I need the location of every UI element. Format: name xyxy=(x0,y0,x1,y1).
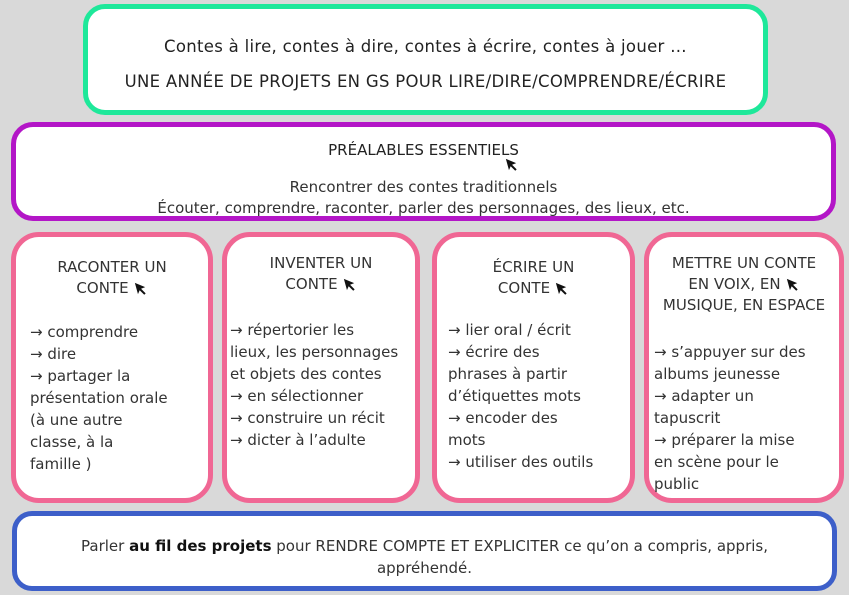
list-item: → utiliser des outils xyxy=(448,453,594,471)
footer-suffix: pour RENDRE COMPTE ET EXPLICITER ce qu’on a compris, appris, appréhendé. xyxy=(276,537,768,577)
column-title-line xyxy=(441,278,626,299)
column-title-text: EN VOIX, EN xyxy=(688,275,781,293)
list-item: d’étiquettes mots xyxy=(448,387,581,405)
prerequisites-line-1: Rencontrer des contes traditionnels xyxy=(289,178,558,196)
column-list xyxy=(654,341,833,495)
list-item: → s’appuyer sur des xyxy=(654,343,806,361)
column-title-line xyxy=(20,278,204,299)
list-item: et objets des contes xyxy=(230,365,382,383)
list-item: mots xyxy=(448,431,486,449)
column-inventer xyxy=(222,232,420,503)
column-ecrire xyxy=(432,232,635,503)
list-item: → en sélectionner xyxy=(230,387,364,405)
header-line-1: Contes à lire, contes à dire, contes à écrire, contes à jouer … xyxy=(164,37,687,56)
footer-box xyxy=(12,511,837,591)
footer-prefix: Parler xyxy=(81,537,125,555)
list-item: albums jeunesse xyxy=(654,365,781,383)
list-item: → répertorier les xyxy=(230,321,355,339)
column-list xyxy=(30,321,202,475)
column-mettre-en-voix xyxy=(644,232,844,503)
column-list xyxy=(448,319,624,473)
prerequisites-box xyxy=(11,122,836,221)
column-raconter xyxy=(11,232,213,503)
list-item: → préparer la mise xyxy=(654,431,795,449)
cursor-arrow-icon xyxy=(554,281,569,296)
footer-bold: au fil des projets xyxy=(129,537,272,555)
list-item: famille ) xyxy=(30,455,92,473)
column-title-line xyxy=(653,274,835,295)
list-item: → dicter à l’adulte xyxy=(230,431,366,449)
column-title xyxy=(20,257,204,299)
header-line-2: UNE ANNÉE DE PROJETS EN GS POUR LIRE/DIRE/COMPRENDRE/ÉCRIRE xyxy=(124,72,727,91)
cursor-arrow-icon xyxy=(133,281,148,296)
column-title xyxy=(231,253,411,295)
footer-text xyxy=(37,535,812,579)
list-item: → adapter un xyxy=(654,387,754,405)
column-title-text: CONTE xyxy=(76,279,129,297)
column-title-line: ÉCRIRE UN xyxy=(492,258,575,276)
column-title-line: MUSIQUE, EN ESPACE xyxy=(662,296,826,314)
cursor-arrow-icon xyxy=(504,157,519,172)
cursor-arrow-icon xyxy=(785,277,800,292)
list-item: → lier oral / écrit xyxy=(448,321,571,339)
column-title xyxy=(653,253,835,316)
list-item: → construire un récit xyxy=(230,409,385,427)
list-item: → comprendre xyxy=(30,323,139,341)
column-title-text: CONTE xyxy=(285,275,338,293)
prerequisites-title-row xyxy=(16,141,831,159)
header-box xyxy=(83,4,768,115)
list-item: tapuscrit xyxy=(654,409,721,427)
list-item: → encoder des xyxy=(448,409,558,427)
list-item: classe, à la xyxy=(30,433,114,451)
list-item: phrases à partir xyxy=(448,365,568,383)
list-item: → écrire des xyxy=(448,343,540,361)
list-item: → dire xyxy=(30,345,77,363)
list-item: en scène pour le xyxy=(654,453,779,471)
column-title-line: RACONTER UN xyxy=(57,258,167,276)
prerequisites-line-2: Écouter, comprendre, raconter, parler des personnages, des lieux, etc. xyxy=(157,199,690,217)
cursor-arrow-icon xyxy=(342,277,357,292)
list-item: lieux, les personnages xyxy=(230,343,399,361)
column-title-line: INVENTER UN xyxy=(269,254,373,272)
list-item: présentation orale xyxy=(30,389,168,407)
list-item: public xyxy=(654,475,700,493)
column-title xyxy=(441,257,626,299)
list-item: → partager la xyxy=(30,367,131,385)
prerequisites-title: PRÉALABLES ESSENTIELS xyxy=(328,141,519,159)
column-title-text: CONTE xyxy=(497,279,551,297)
column-title-line: METTRE UN CONTE xyxy=(671,254,817,272)
column-list xyxy=(230,319,409,451)
column-title-line xyxy=(231,274,411,295)
list-item: (à une autre xyxy=(30,411,123,429)
